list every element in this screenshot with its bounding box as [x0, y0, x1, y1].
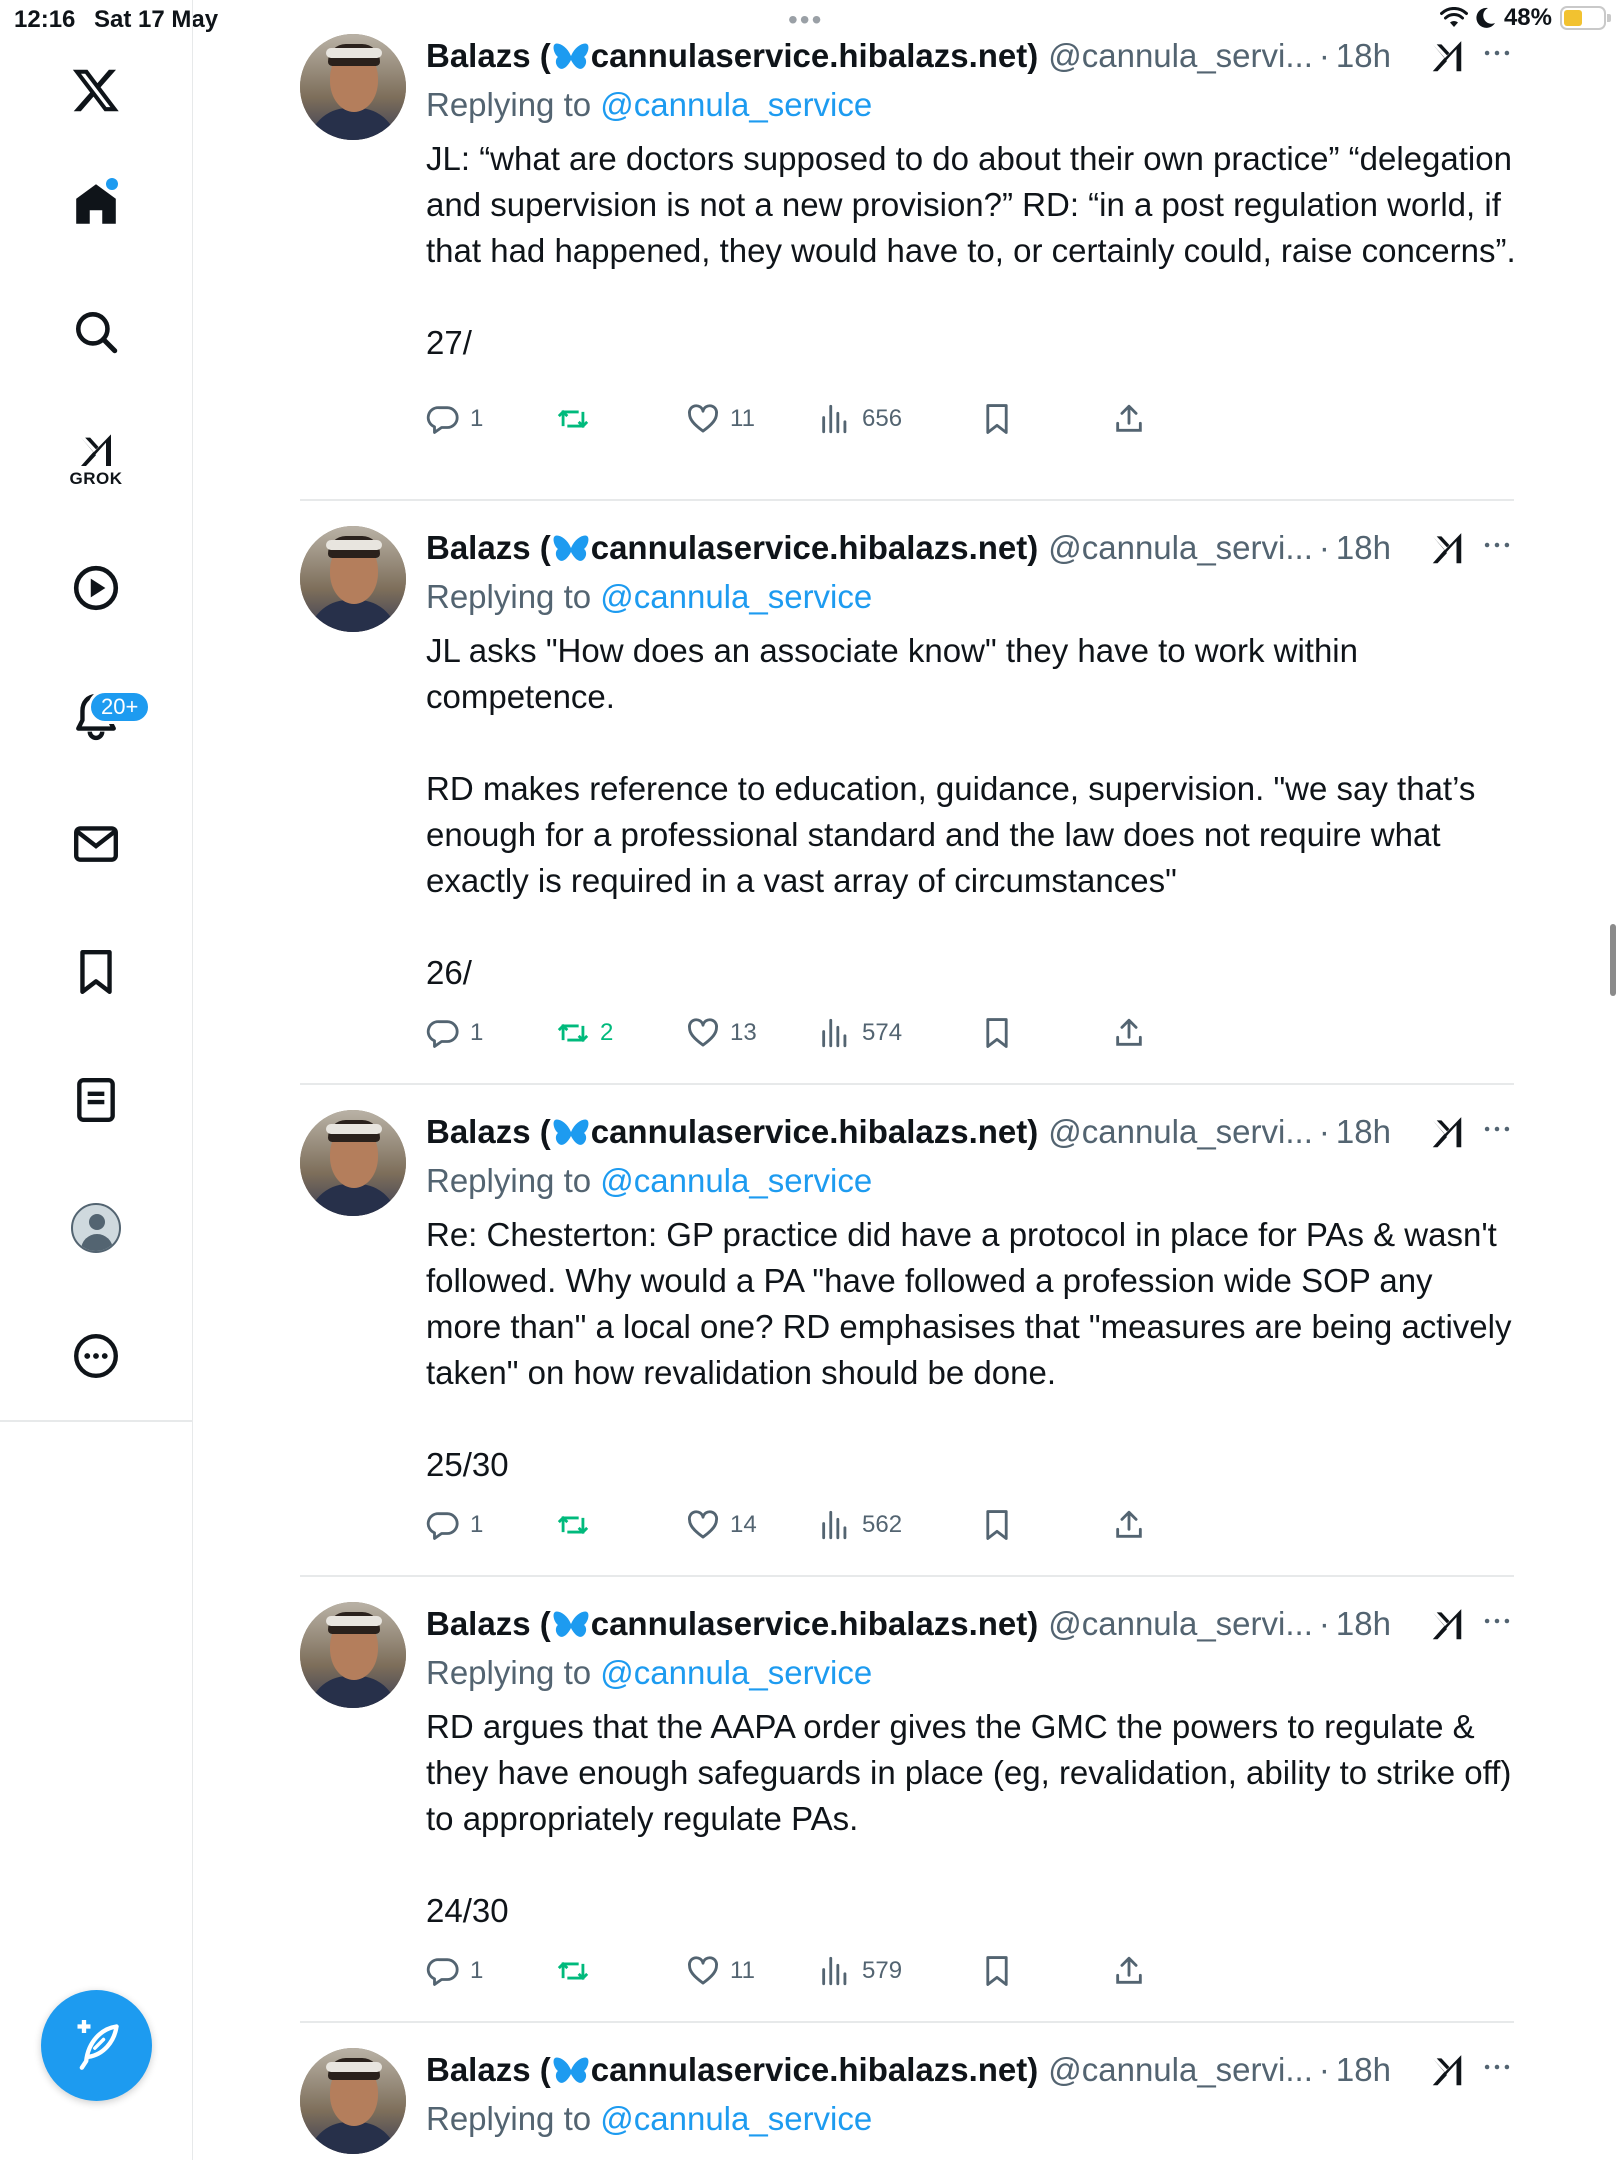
share-button[interactable]: [1112, 1016, 1146, 1050]
reply-count: 1: [470, 405, 484, 432]
tweet-time[interactable]: 18h: [1335, 2051, 1391, 2088]
views-chart-icon: [818, 1016, 852, 1050]
separator-dot: ·: [1318, 1113, 1330, 1150]
grok-explain-icon[interactable]: [1428, 1114, 1466, 1152]
replying-to: [426, 1160, 1514, 1202]
status-time: 12:16: [14, 6, 76, 33]
heart-icon: [686, 402, 720, 436]
heart-icon: [686, 1016, 720, 1050]
replying-to-label: Replying to: [426, 1654, 601, 1691]
author-avatar[interactable]: [300, 2048, 406, 2154]
nav-home[interactable]: [48, 156, 144, 252]
like-button[interactable]: [686, 402, 755, 436]
butterfly-icon: [552, 534, 590, 566]
share-icon: [1112, 1954, 1146, 1988]
views-count: 574: [862, 1019, 903, 1046]
bookmark-icon: [980, 1954, 1014, 1988]
more-options-icon[interactable]: [1480, 1604, 1514, 1638]
replying-to-handle[interactable]: @cannula_service: [600, 1654, 873, 1691]
replying-to-handle[interactable]: @cannula_service: [600, 86, 873, 123]
nav-profile[interactable]: [48, 1180, 144, 1276]
bookmark-button[interactable]: [980, 1954, 1014, 1988]
bookmark-button[interactable]: [980, 1016, 1014, 1050]
like-button[interactable]: [686, 1954, 755, 1988]
battery-level: [1564, 10, 1582, 26]
reply-count: 1: [470, 1019, 484, 1046]
notifications-badge: 20+: [88, 690, 151, 724]
author-handle[interactable]: @cannula_servi...: [1048, 37, 1313, 74]
nav-notifications[interactable]: [48, 668, 144, 764]
tweet-text: JL: “what are doctors supposed to do about their own practice” “delegation and supervision is not a new provision?” RD: “in a post regulation world, if that had happened, they would have to, or certainly could, raise concerns”. 27/: [426, 140, 1516, 361]
nav-lists[interactable]: [48, 1052, 144, 1148]
sidebar-divider: [0, 1420, 193, 1422]
separator-dot: ·: [1318, 529, 1330, 566]
heart-icon: [686, 1954, 720, 1988]
butterfly-icon: [552, 1610, 590, 1642]
more-circle-icon: [71, 1331, 121, 1381]
replying-to-label: Replying to: [426, 2100, 601, 2137]
author-name-domain: cannulaservice.hibalazs.net): [590, 529, 1039, 566]
tweet-divider: [300, 1575, 1514, 1577]
reply-icon: [426, 402, 460, 436]
replying-to: [426, 1652, 1514, 1694]
bookmark-icon: [980, 1508, 1014, 1542]
like-count: 14: [730, 1511, 757, 1538]
replying-to-handle[interactable]: @cannula_service: [600, 2100, 873, 2137]
author-name-prefix: Balazs (: [426, 1113, 551, 1150]
tweet-time[interactable]: 18h: [1335, 529, 1391, 566]
share-icon: [1112, 1508, 1146, 1542]
replying-to-handle[interactable]: @cannula_service: [600, 578, 873, 615]
tweet-time[interactable]: 18h: [1335, 37, 1391, 74]
separator-dot: ·: [1318, 2051, 1330, 2088]
views-button[interactable]: [818, 1016, 902, 1050]
lists-icon: [71, 1075, 121, 1125]
views-count: 579: [862, 1957, 903, 1984]
reply-icon: [426, 1016, 460, 1050]
tweet-divider: [300, 2021, 1514, 2023]
tweet-actions: [300, 1016, 1300, 1056]
tweet-time[interactable]: 18h: [1335, 1113, 1391, 1150]
retweet-count: 2: [600, 1019, 614, 1046]
more-options-icon[interactable]: [1480, 1112, 1514, 1146]
video-icon: [71, 563, 121, 613]
author-name-domain: cannulaservice.hibalazs.net): [590, 1113, 1039, 1150]
retweet-button[interactable]: [556, 402, 600, 436]
heart-icon: [686, 1508, 720, 1542]
author-avatar[interactable]: [300, 1110, 406, 1216]
share-icon: [1112, 402, 1146, 436]
tweet-body: [426, 2048, 1514, 2150]
retweet-button[interactable]: [556, 1508, 600, 1542]
views-chart-icon: [818, 402, 852, 436]
nav-search[interactable]: [48, 284, 144, 380]
replying-to: [426, 576, 1514, 618]
bookmark-icon: [980, 402, 1014, 436]
x-logo-icon[interactable]: [48, 42, 144, 138]
status-date: Sat 17 May: [94, 6, 219, 33]
retweet-icon: [556, 402, 590, 436]
butterfly-icon: [552, 2056, 590, 2088]
like-button[interactable]: [686, 1508, 757, 1542]
retweet-button[interactable]: [556, 1954, 600, 1988]
tweet-body: [426, 1602, 1514, 1934]
tweet-header: [426, 2048, 1514, 2092]
replying-to-label: Replying to: [426, 1162, 601, 1199]
more-options-icon[interactable]: [1480, 2050, 1514, 2084]
author-handle[interactable]: @cannula_servi...: [1048, 1605, 1313, 1642]
tweet-body: [426, 1110, 1514, 1488]
retweet-icon: [556, 1016, 590, 1050]
reply-button[interactable]: [426, 1508, 483, 1542]
like-count: 13: [730, 1019, 757, 1046]
nav-grok[interactable]: [48, 412, 144, 508]
views-button[interactable]: [818, 1954, 902, 1988]
status-indicators: [1440, 4, 1606, 32]
grok-explain-icon[interactable]: [1428, 38, 1466, 76]
separator-dot: ·: [1318, 1605, 1330, 1642]
more-options-icon[interactable]: [1480, 528, 1514, 562]
author-name[interactable]: [426, 529, 1038, 567]
tweet-body: [426, 526, 1514, 996]
reply-button[interactable]: [426, 1954, 483, 1988]
tweet-divider: [300, 499, 1514, 501]
reply-button[interactable]: [426, 1016, 483, 1050]
author-avatar[interactable]: [300, 1602, 406, 1708]
grok-icon: [73, 431, 119, 471]
reply-icon: [426, 1954, 460, 1988]
author-name[interactable]: [426, 1605, 1038, 1643]
views-chart-icon: [818, 1954, 852, 1988]
tweet-text: RD argues that the AAPA order gives the GMC the powers to regulate & they have enough safeguards in place (eg, revalidation, ability to strike off) to appropriately regulate PAs. 24/30: [426, 1708, 1512, 1929]
bookmark-button[interactable]: [980, 402, 1014, 436]
bookmarks-icon: [71, 947, 121, 997]
share-icon: [1112, 1016, 1146, 1050]
views-chart-icon: [818, 1508, 852, 1542]
author-name[interactable]: [426, 1113, 1038, 1151]
author-name-domain: cannulaservice.hibalazs.net): [590, 1605, 1039, 1642]
like-count: 11: [730, 1957, 755, 1984]
tweet-text: JL asks "How does an associate know" they have to work within competence. RD makes reference to education, guidance, supervision. "we say that’s enough for a professional standard and the law does not require what exactly is required in a vast array of circumstances" 26/: [426, 632, 1476, 991]
author-handle[interactable]: @cannula_servi...: [1048, 529, 1313, 566]
like-button[interactable]: [686, 1016, 757, 1050]
bookmark-icon: [980, 1016, 1014, 1050]
author-name[interactable]: [426, 2051, 1038, 2089]
home-new-dot: [106, 178, 118, 190]
replying-to-label: Replying to: [426, 578, 601, 615]
author-name-prefix: Balazs (: [426, 37, 551, 74]
replying-to: [426, 84, 1514, 126]
compose-icon: [71, 2020, 123, 2072]
compose-button[interactable]: [41, 1990, 152, 2101]
nav-bookmarks[interactable]: [48, 924, 144, 1020]
moon-icon: [1476, 7, 1496, 29]
tweet-text: Re: Chesterton: GP practice did have a protocol in place for PAs & wasn't followed. Why would a PA "have followed a profession wide SOP any more than" a local one? RD emphasises that "measures are being actively taken" on how revalidation should be done. 25/30: [426, 1216, 1512, 1483]
author-name-prefix: Balazs (: [426, 2051, 551, 2088]
reply-count: 1: [470, 1511, 484, 1538]
tweet-header: [426, 34, 1514, 78]
nav-more[interactable]: [48, 1308, 144, 1404]
battery-icon: [1560, 6, 1606, 30]
tweet-divider: [300, 1083, 1514, 1085]
grok-explain-icon[interactable]: [1428, 1606, 1466, 1644]
author-name-prefix: Balazs (: [426, 1605, 551, 1642]
tweet-body: [426, 34, 1514, 366]
nav-video[interactable]: [48, 540, 144, 636]
bookmark-button[interactable]: [980, 1508, 1014, 1542]
sidebar: [0, 0, 193, 2160]
retweet-icon: [556, 1954, 590, 1988]
grok-explain-icon[interactable]: [1428, 2052, 1466, 2090]
butterfly-icon: [552, 42, 590, 74]
author-name-domain: cannulaservice.hibalazs.net): [590, 2051, 1039, 2088]
reply-icon: [426, 1508, 460, 1542]
share-button[interactable]: [1112, 402, 1146, 436]
separator-dot: ·: [1318, 37, 1330, 74]
more-options-icon[interactable]: [1480, 36, 1514, 70]
tweet-actions: [300, 402, 1300, 442]
views-count: 656: [862, 405, 903, 432]
author-avatar[interactable]: [300, 34, 406, 140]
author-name[interactable]: [426, 37, 1038, 75]
multitasking-dots-icon[interactable]: •••: [788, 4, 824, 35]
nav-messages[interactable]: [48, 796, 144, 892]
author-avatar[interactable]: [300, 526, 406, 632]
tweet-header: [426, 526, 1514, 570]
grok-label: GROK: [69, 469, 123, 488]
wifi-icon: [1440, 7, 1468, 29]
views-button[interactable]: [818, 402, 902, 436]
share-button[interactable]: [1112, 1508, 1146, 1542]
retweet-button[interactable]: [556, 1016, 613, 1050]
retweet-icon: [556, 1508, 590, 1542]
tweet-header: [426, 1602, 1514, 1646]
tweet-header: [426, 1110, 1514, 1154]
reply-count: 1: [470, 1957, 484, 1984]
tweet-actions: [300, 1954, 1300, 1994]
share-button[interactable]: [1112, 1954, 1146, 1988]
battery-percent: 48%: [1503, 4, 1552, 31]
author-name-domain: cannulaservice.hibalazs.net): [590, 37, 1039, 74]
replying-to: [426, 2098, 1514, 2140]
replying-to-handle[interactable]: @cannula_service: [600, 1162, 873, 1199]
profile-icon: [71, 1203, 121, 1253]
butterfly-icon: [552, 1118, 590, 1150]
reply-button[interactable]: [426, 402, 483, 436]
tweet-actions: [300, 1508, 1300, 1548]
views-button[interactable]: [818, 1508, 902, 1542]
tweet-time[interactable]: 18h: [1335, 1605, 1391, 1642]
messages-icon: [71, 819, 121, 869]
author-name-prefix: Balazs (: [426, 529, 551, 566]
author-handle[interactable]: @cannula_servi...: [1048, 2051, 1313, 2088]
search-icon: [71, 307, 121, 357]
views-count: 562: [862, 1511, 903, 1538]
author-handle[interactable]: @cannula_servi...: [1048, 1113, 1313, 1150]
grok-explain-icon[interactable]: [1428, 530, 1466, 568]
scrollbar-thumb[interactable]: [1610, 924, 1616, 996]
replying-to-label: Replying to: [426, 86, 601, 123]
like-count: 11: [730, 405, 755, 432]
